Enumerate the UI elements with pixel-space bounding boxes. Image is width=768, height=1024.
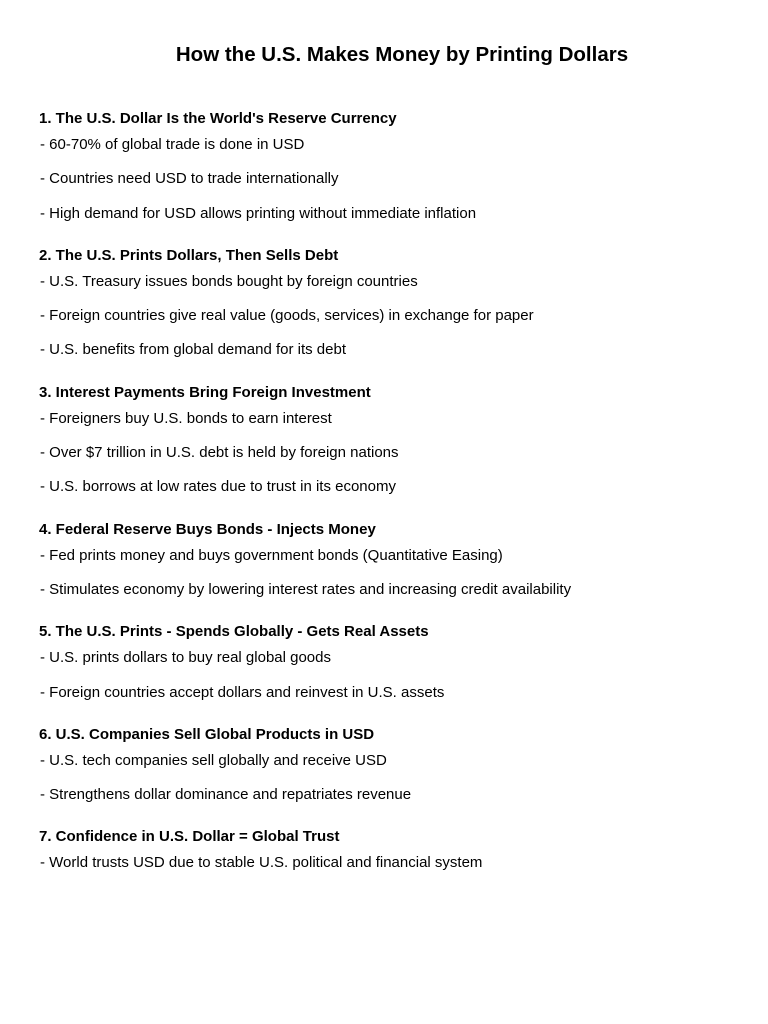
section-heading: 7. Confidence in U.S. Dollar = Global Trust	[39, 828, 340, 846]
section-3	[39, 383, 739, 512]
bullet-list	[39, 648, 739, 717]
bullet-item: - Strengthens dollar dominance and repatriates revenue	[40, 785, 739, 819]
section-6	[39, 725, 739, 820]
section-heading: 4. Federal Reserve Buys Bonds - Injects Money	[39, 520, 376, 538]
bullet-item: - High demand for USD allows printing without immediate inflation	[40, 204, 739, 238]
section-heading: 3. Interest Payments Bring Foreign Investment	[39, 383, 371, 401]
bullet-list	[39, 853, 739, 887]
section-4	[39, 520, 739, 615]
section-heading: 6. U.S. Companies Sell Global Products in USD	[39, 725, 375, 743]
bullet-item: - U.S. borrows at low rates due to trust in its economy	[40, 477, 739, 511]
bullet-item: - World trusts USD due to stable U.S. political and financial system	[40, 853, 739, 887]
bullet-list	[39, 135, 739, 238]
section-heading: 5. The U.S. Prints - Spends Globally - Gets Real Assets	[39, 623, 429, 641]
bullet-item: - U.S. tech companies sell globally and receive USD	[40, 751, 739, 785]
bullet-item: - U.S. Treasury issues bonds bought by foreign countries	[40, 272, 739, 306]
sections-container	[39, 109, 739, 896]
section-heading: 2. The U.S. Prints Dollars, Then Sells Debt	[39, 246, 339, 264]
bullet-item: - U.S. prints dollars to buy real global goods	[40, 648, 739, 682]
bullet-item: - Fed prints money and buys government bonds (Quantitative Easing)	[40, 546, 739, 580]
bullet-list	[39, 546, 739, 615]
bullet-list	[39, 751, 739, 820]
bullet-list	[39, 272, 739, 375]
section-7	[39, 827, 739, 887]
document-title: How the U.S. Makes Money by Printing Dollars	[175, 43, 629, 66]
bullet-item: - Over $7 trillion in U.S. debt is held by foreign nations	[40, 443, 739, 477]
bullet-item: - Foreign countries give real value (goods, services) in exchange for paper	[40, 306, 739, 340]
bullet-item: - Countries need USD to trade internationally	[40, 169, 739, 203]
section-2	[39, 246, 739, 375]
section-1	[39, 109, 739, 238]
section-5	[39, 622, 739, 717]
bullet-item: - U.S. benefits from global demand for its debt	[40, 340, 739, 374]
section-heading: 1. The U.S. Dollar Is the World's Reserve Currency	[39, 110, 397, 127]
bullet-item: - Foreigners buy U.S. bonds to earn interest	[40, 409, 739, 443]
bullet-item: - Stimulates economy by lowering interest rates and increasing credit availability	[40, 580, 739, 614]
bullet-item: - 60-70% of global trade is done in USD	[40, 135, 739, 169]
bullet-list	[39, 409, 739, 512]
bullet-item: - Foreign countries accept dollars and reinvest in U.S. assets	[40, 683, 739, 717]
